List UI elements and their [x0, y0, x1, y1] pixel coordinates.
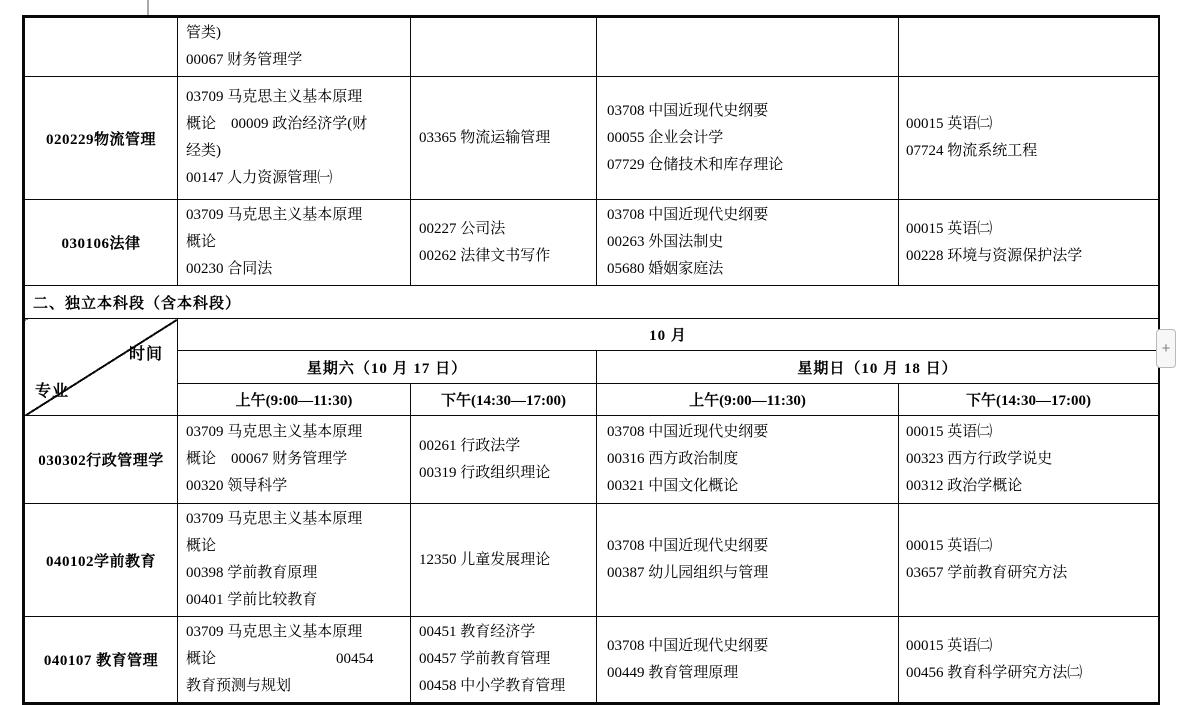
section-title: 二、独立本科段（含本科段）: [25, 286, 1159, 319]
cell-sat-am: [178, 200, 411, 286]
cell-sat-am: [178, 18, 411, 77]
course-line: 00055 企业会计学: [607, 129, 724, 146]
course-line: 03709 马克思主义基本原理: [186, 624, 363, 640]
course-line: 00458 中小学教育管理: [419, 678, 566, 694]
plus-icon: +: [1161, 340, 1171, 357]
header-major-label: 专业: [35, 383, 70, 400]
course-line: 00067 财务管理学: [186, 52, 303, 68]
table-row-020229: [25, 77, 1159, 200]
course-line: 03709 马克思主义基本原理: [186, 511, 363, 527]
cell-sat-pm: [411, 200, 597, 286]
cell-sun-pm: [899, 18, 1159, 77]
course-line: 03709 马克思主义基本原理: [186, 424, 363, 440]
table-row-section-title: [25, 286, 1159, 319]
add-button[interactable]: [1156, 329, 1176, 368]
cell-major: 030302行政管理学: [25, 416, 178, 504]
course-line: 00015 英语㈡: [906, 116, 993, 132]
course-line: 00321 中国文化概论: [607, 478, 739, 494]
cell-sun-am: [597, 504, 899, 617]
table-row-header-days: [25, 351, 1159, 384]
course-line: 00319 行政组织理论: [419, 464, 551, 481]
header-saturday: 星期六（10 月 17 日）: [178, 351, 597, 384]
course-line: 00015 英语㈡: [906, 637, 993, 654]
course-line: 03708 中国近现代史纲要: [607, 207, 769, 223]
course-line: 经类): [186, 143, 221, 159]
course-line: 00456 教育科学研究方法㈡: [906, 664, 1083, 681]
course-line: 03365 物流运输管理: [419, 129, 551, 146]
header-sun-am: 上午(9:00—11:30): [597, 384, 899, 416]
course-line: 概论: [186, 538, 217, 554]
course-line: 03708 中国近现代史纲要: [607, 424, 769, 440]
course-line: 00457 学前教育管理: [419, 651, 551, 667]
course-line: 概论: [186, 234, 217, 250]
header-month: 10 月: [178, 319, 1159, 351]
cell-sun-pm: [899, 504, 1159, 617]
course-line: 00320 领导科学: [186, 478, 288, 494]
cell-major: 040107 教育管理: [25, 617, 178, 703]
course-line: 管类): [186, 25, 221, 41]
exam-schedule-table-wrapper: [22, 15, 1160, 705]
course-line: 00230 合同法: [186, 261, 273, 277]
course-line: 00323 西方行政学说史: [906, 451, 1053, 467]
course-line: 00398 学前教育原理: [186, 565, 318, 581]
cell-sat-am: [178, 77, 411, 200]
cell-sun-am: [597, 416, 899, 504]
header-sat-pm: 下午(14:30—17:00): [411, 384, 597, 416]
cell-sun-am: [597, 77, 899, 200]
cell-major: 030106法律: [25, 200, 178, 286]
cell-major: 020229物流管理: [25, 77, 178, 200]
course-line: 概论 00067 财务管理学: [186, 451, 348, 467]
cell-sat-pm: [411, 416, 597, 504]
cell-sat-pm: [411, 18, 597, 77]
table-row-030302: [25, 416, 1159, 504]
cell-major: 040102学前教育: [25, 504, 178, 617]
course-line: 00227 公司法: [419, 220, 506, 237]
cell-sat-pm: [411, 77, 597, 200]
course-line: 00015 英语㈡: [906, 538, 993, 554]
cell-major-empty: [25, 18, 178, 77]
course-line: 00312 政治学概论: [906, 478, 1023, 494]
table-row-040107: [25, 617, 1159, 703]
course-line: 03709 马克思主义基本原理: [186, 207, 363, 223]
course-line: 概论 00009 政治经济学(财: [186, 116, 368, 132]
cell-sun-pm: [899, 617, 1159, 703]
course-line: 00387 幼儿园组织与管理: [607, 565, 769, 581]
table-row-040102: [25, 504, 1159, 617]
cell-sun-pm: [899, 77, 1159, 200]
course-line: 00401 学前比较教育: [186, 592, 318, 608]
cell-sat-pm: [411, 504, 597, 617]
course-line: 07724 物流系统工程: [906, 143, 1038, 159]
course-line: 03708 中国近现代史纲要: [607, 637, 769, 654]
table-row-carryover: [25, 18, 1159, 77]
table-row-030106: [25, 200, 1159, 286]
course-line: 00262 法律文书写作: [419, 247, 551, 264]
cell-sat-am: [178, 416, 411, 504]
course-line: 00015 英语㈡: [906, 220, 993, 237]
course-line: 00261 行政法学: [419, 437, 521, 454]
course-line: 03708 中国近现代史纲要: [607, 102, 769, 119]
course-line: 00015 英语㈡: [906, 424, 993, 440]
cell-sun-am: [597, 18, 899, 77]
header-time-label: 时间: [128, 346, 163, 363]
course-line: 00316 西方政治制度: [607, 451, 739, 467]
course-line: 07729 仓储技术和库存理论: [607, 156, 784, 173]
course-line: 00147 人力资源管理㈠: [186, 170, 333, 186]
course-line: 教育预测与规划: [186, 678, 292, 694]
cell-sun-pm: [899, 200, 1159, 286]
course-line: 05680 婚姻家庭法: [607, 261, 724, 277]
exam-schedule-table: [24, 17, 1159, 703]
cell-sun-pm: [899, 416, 1159, 504]
header-sat-am: 上午(9:00—11:30): [178, 384, 411, 416]
cell-sun-am: [597, 200, 899, 286]
cell-sun-am: [597, 617, 899, 703]
header-sunday: 星期日（10 月 18 日）: [597, 351, 1159, 384]
course-line: 03709 马克思主义基本原理: [186, 89, 363, 105]
text-caret-artifact: [147, 0, 149, 16]
course-line: 00228 环境与资源保护法学: [906, 247, 1083, 264]
course-line: 00451 教育经济学: [419, 624, 536, 640]
cell-sat-pm: [411, 617, 597, 703]
header-diagonal-cell: [25, 319, 178, 416]
course-line: 00449 教育管理原理: [607, 664, 739, 681]
course-line: 概论 00454: [186, 651, 374, 667]
course-line: 12350 儿童发展理论: [419, 551, 551, 568]
course-line: 03708 中国近现代史纲要: [607, 538, 769, 554]
header-sun-pm: 下午(14:30—17:00): [899, 384, 1159, 416]
cell-sat-am: [178, 617, 411, 703]
table-row-header-times: [25, 384, 1159, 416]
table-row-header-month: [25, 319, 1159, 351]
course-line: 00263 外国法制史: [607, 234, 724, 250]
course-line: 03657 学前教育研究方法: [906, 565, 1068, 581]
cell-sat-am: [178, 504, 411, 617]
